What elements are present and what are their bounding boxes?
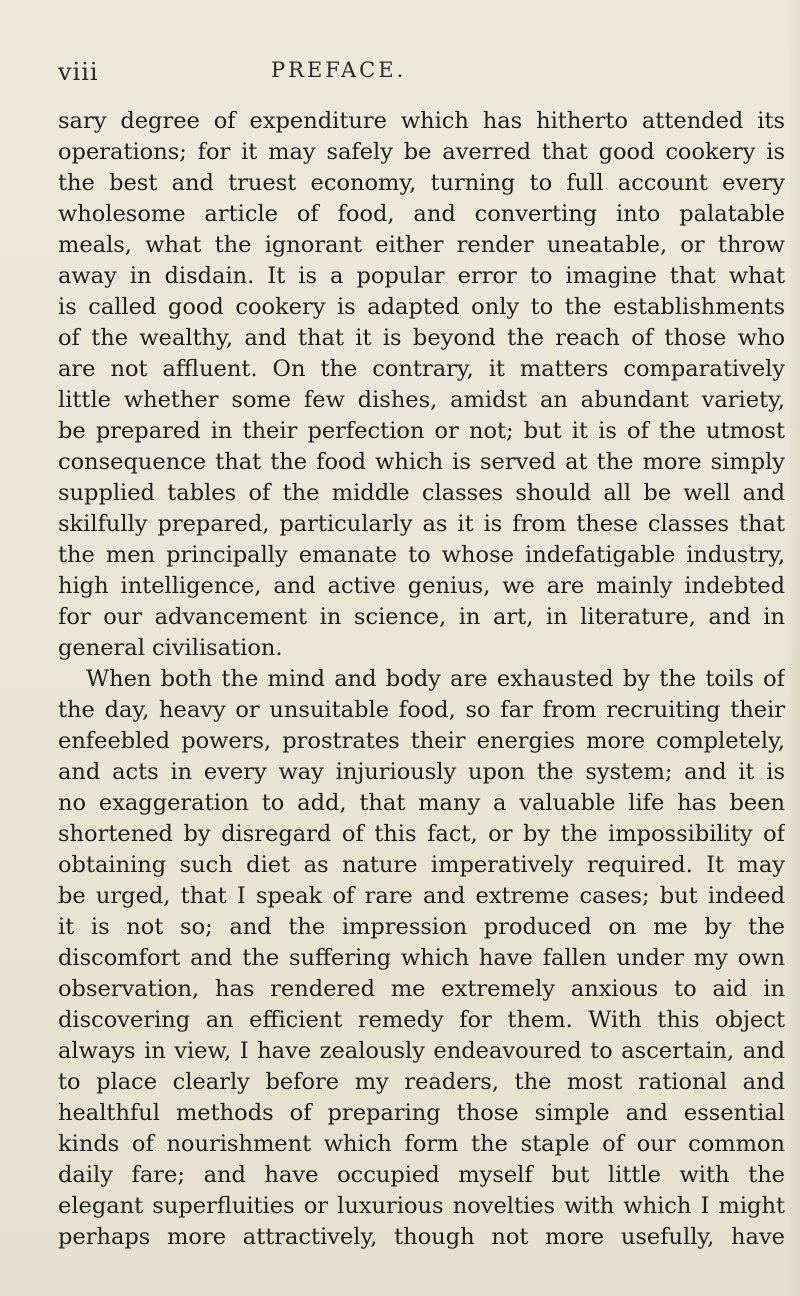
text-line: skilfully prepared, particularly as it is from these classes that — [58, 511, 785, 537]
text-line: of the wealthy, and that it is beyond the reach of those who — [58, 325, 785, 351]
text-line: consequence that the food which is served at the more simply — [58, 449, 785, 475]
page-header — [58, 58, 758, 88]
text-line: is called good cookery is adapted only to the establishments — [58, 294, 785, 320]
text-line: no exaggeration to add, that many a valuable life has been — [58, 790, 785, 816]
text-line: kinds of nourishment which form the staple of our common — [58, 1131, 785, 1157]
text-line: shortened by disregard of this fact, or by the impossibility of — [58, 821, 785, 847]
text-line: the best and truest economy, turning to full account every — [58, 170, 785, 196]
paragraph-1 — [58, 106, 785, 664]
text-line: the day, heavy or unsuitable food, so far from recruiting their — [58, 697, 785, 723]
text-line: sary degree of expenditure which has hitherto attended its — [58, 108, 785, 134]
text-line: little whether some few dishes, amidst an abundant variety, — [58, 387, 785, 413]
text-line: obtaining such diet as nature imperatively required. It may — [58, 852, 785, 878]
text-line: the men principally emanate to whose indefatigable industry, — [58, 542, 785, 568]
page-edge-shadow — [786, 0, 800, 1296]
page-number: viii — [58, 58, 99, 86]
text-line: perhaps more attractively, though not more usefully, have — [58, 1224, 785, 1250]
text-line: discovering an efficient remedy for them. With this object — [58, 1007, 785, 1033]
text-line: for our advancement in science, in art, in literature, and in — [58, 604, 785, 630]
text-line: be prepared in their perfection or not; but it is of the utmost — [58, 418, 785, 444]
text-line: operations; for it may safely be averred that good cookery is — [58, 139, 785, 165]
text-line: daily fare; and have occupied myself but little with the — [58, 1162, 785, 1188]
text-line: general civilisation. — [58, 635, 283, 661]
paragraph-2 — [58, 664, 785, 1253]
text-line: supplied tables of the middle classes should all be well and — [58, 480, 785, 506]
body-text — [58, 106, 785, 1253]
text-line: enfeebled powers, prostrates their energies more completely, — [58, 728, 785, 754]
text-line: elegant superfluities or luxurious novelties with which I might — [58, 1193, 785, 1219]
text-line: discomfort and the suffering which have fallen under my own — [58, 945, 785, 971]
running-head: PREFACE. — [271, 58, 407, 82]
text-line: wholesome article of food, and converting into palatable — [58, 201, 785, 227]
text-line: to place clearly before my readers, the most rational and — [58, 1069, 785, 1095]
text-line: high intelligence, and active genius, we are mainly indebted — [58, 573, 785, 599]
text-line: When both the mind and body are exhausted by the toils of — [86, 666, 785, 692]
text-line: and acts in every way injuriously upon the system; and it is — [58, 759, 785, 785]
text-line: meals, what the ignorant either render uneatable, or throw — [58, 232, 785, 258]
text-line: are not affluent. On the contrary, it matters comparatively — [58, 356, 785, 382]
text-line: away in disdain. It is a popular error to imagine that what — [58, 263, 785, 289]
text-line: it is not so; and the impression produced on me by the — [58, 914, 785, 940]
text-line: always in view, I have zealously endeavoured to ascertain, and — [58, 1038, 785, 1064]
text-line: healthful methods of preparing those simple and essential — [58, 1100, 785, 1126]
text-line: observation, has rendered me extremely anxious to aid in — [58, 976, 785, 1002]
text-line: be urged, that I speak of rare and extreme cases; but indeed — [58, 883, 785, 909]
